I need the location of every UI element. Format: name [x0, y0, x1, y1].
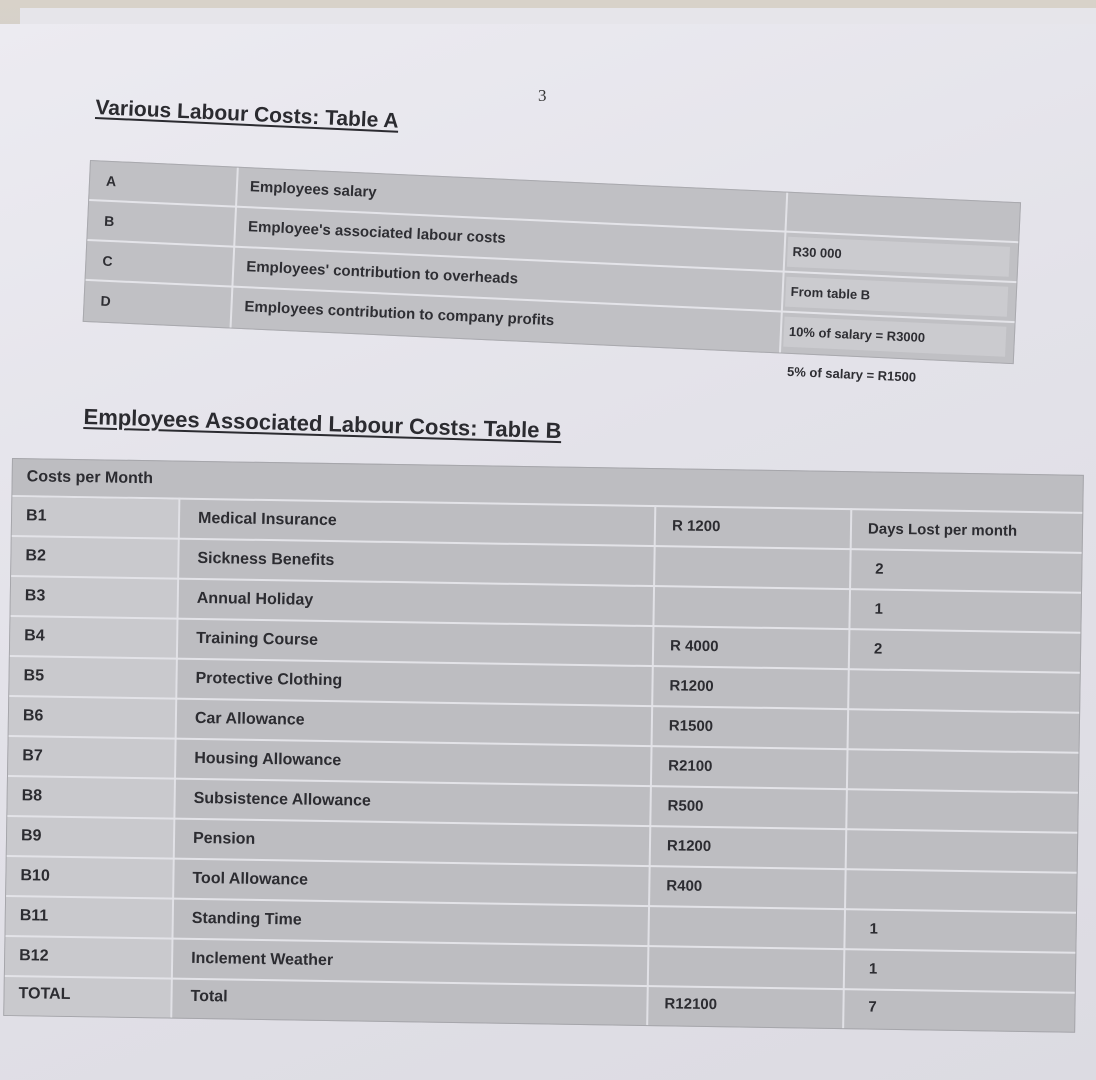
table-a-code: B	[103, 212, 115, 230]
row-cost	[671, 547, 672, 585]
row-days	[857, 830, 894, 869]
row-item: Training Course	[196, 629, 319, 649]
row-item: Inclement Weather	[191, 949, 334, 970]
row-code: B3	[24, 587, 46, 605]
row-code: B6	[22, 707, 44, 725]
row-item: Housing Allowance	[194, 749, 342, 770]
row-item: Standing Time	[191, 909, 302, 929]
row-days	[857, 790, 894, 829]
row-days	[859, 670, 896, 709]
row-code: B9	[20, 827, 42, 845]
row-code: B2	[25, 547, 47, 565]
row-code: B11	[19, 907, 49, 925]
row-code: B1	[25, 507, 47, 525]
row-days: 1	[869, 920, 879, 938]
row-code: B8	[21, 787, 43, 805]
row-days: 2	[873, 640, 883, 658]
row-item: Total	[190, 987, 228, 1006]
row-cost: R2100	[668, 757, 713, 776]
table-a-value: 10% of salary = R3000	[788, 323, 926, 346]
page-number: 3	[538, 86, 547, 105]
row-cost: R400	[666, 877, 703, 895]
row-item: Subsistence Allowance	[193, 789, 372, 810]
row-item: Annual Holiday	[196, 589, 314, 609]
row-days	[859, 710, 896, 749]
row-days: 2	[875, 560, 884, 578]
row-cost: R500	[667, 797, 704, 815]
row-item: Medical Insurance	[197, 509, 337, 530]
row-code: B4	[24, 627, 45, 645]
table-a-code: A	[105, 172, 117, 190]
row-days: 1	[874, 600, 884, 618]
row-cost: R12100	[664, 995, 718, 1014]
table-a-description: Employees salary	[249, 178, 377, 202]
table-a-value: R30 000	[792, 243, 843, 262]
row-cost: R1200	[669, 677, 714, 696]
table-a-value: From table B	[790, 283, 871, 303]
row-days	[858, 750, 895, 789]
row-cost	[665, 947, 666, 985]
table-a-description: Employees contribution to company profits	[244, 298, 555, 330]
row-item: Sickness Benefits	[197, 549, 335, 570]
table-a-code: D	[100, 292, 112, 310]
table-a-title: Various Labour Costs: Table A	[94, 96, 400, 133]
row-cost: R1500	[668, 717, 714, 736]
row-cost: R1200	[666, 837, 712, 856]
row-days: 7	[868, 998, 877, 1016]
table-a-description: Employee's associated labour costs	[247, 218, 507, 247]
row-code: TOTAL	[18, 985, 71, 1003]
table-b-header-costs: Costs per Month	[26, 468, 154, 488]
row-item: Pension	[192, 829, 256, 848]
table-b-title: Employees Associated Labour Costs: Table B	[83, 404, 562, 444]
row-days	[856, 870, 893, 909]
row-code: B10	[20, 867, 50, 885]
row-code: B12	[19, 947, 49, 965]
row-cost: R 4000	[669, 637, 719, 656]
row-item: Tool Allowance	[192, 869, 309, 889]
row-code: B7	[22, 747, 43, 765]
row-cost	[670, 587, 671, 625]
table-a-value: 5% of salary = R1500	[786, 363, 917, 385]
row-days: 1	[868, 960, 878, 978]
table-a-description: Employees' contribution to overheads	[245, 258, 519, 288]
row-item: Car Allowance	[194, 709, 305, 729]
row-code: B5	[23, 667, 45, 685]
row-item: Protective Clothing	[195, 669, 343, 690]
table-b	[3, 458, 1084, 1033]
row-cost	[665, 907, 666, 945]
table-b-header-days: Days Lost per month	[867, 520, 1018, 540]
row-cost: R 1200	[671, 517, 721, 536]
table-a-code: C	[102, 252, 113, 270]
